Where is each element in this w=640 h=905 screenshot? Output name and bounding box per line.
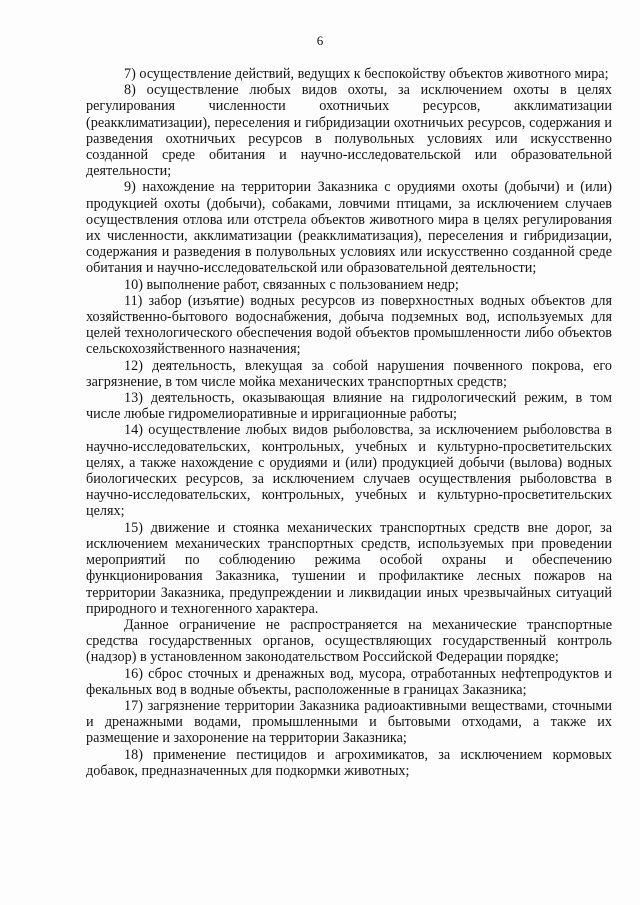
- page-number: 6: [316, 33, 324, 48]
- paragraph-item-10: 10) выполнение работ, связанных с пользованием недр;: [124, 276, 459, 293]
- paragraph-item-13: 13) деятельность, оказывающая влияние на гидрологический режим, в том числе любые гидромелиоративные и ирригационные работы;: [86, 390, 612, 423]
- paragraph-item-8: 8) осуществление любых видов охоты, за исключением охоты в целях регулирования численности охотничьих ресурсов, акклиматизации (реакклиматизации), переселения и гибридизации охотничьих ресурсов, содержания и разведения охотничьих ресурсов в полувольных условиях или искусственно созданной среде обитания и научно-исследовательской или образовательной деятельности;: [86, 82, 612, 180]
- paragraph-item-11: 11) забор (изъятие) водных ресурсов из поверхностных водных объектов для хозяйственно-бытового водоснабжения, добыча подземных вод, используемых для целей технологического обеспечения водой объектов промышленности либо объектов сельскохозяйственного назначения;: [86, 292, 612, 358]
- paragraph-item-14: 14) осуществление любых видов рыболовства, за исключением рыболовства в научно-исследовательских, контрольных, учебных и культурно-просветительских целях, а также нахождение с орудиями и (или) продукцией добычи (вылова) водных биологических ресурсов, за исключением случаев осуществления рыболовства в научно-исследовательских, контрольных, учебных и культурно-просветительских целях;: [86, 422, 612, 520]
- paragraph-item-17: 17) загрязнение территории Заказника радиоактивными веществами, сточными и дренажными водами, промышленными и бытовыми отходами, а также их размещение и захоронение на территории Заказника;: [86, 697, 612, 747]
- paragraph-item-9: 9) нахождение на территории Заказника с орудиями охоты (добычи) и (или) продукцией охоты (добычи), собаками, ловчими птицами, за исключением случаев осуществления отлова или отстрела объектов животного мира в целях регулирования их численности, акклиматизации (реакклиматизация), переселения и гибридизации, содержания и разведения в полувольных условиях или искусственно созданной среде обитания и научно-исследовательской или образовательной деятельности;: [86, 179, 612, 277]
- paragraph-item-16: 16) сброс сточных и дренажных вод, мусора, отработанных нефтепродуктов и фекальных вод в водные объекты, расположенные в границах Заказника;: [86, 665, 612, 698]
- paragraph-item-12: 12) деятельность, влекущая за собой нарушения почвенного покрова, его загрязнение, в том числе мойка механических транспортных средств;: [86, 357, 612, 390]
- document-body: [86, 66, 612, 779]
- paragraph-exception-note: Данное ограничение не распространяется на механические транспортные средства государственных органов, осуществляющих государственный контроль (надзор) в установленном законодательством Российской Федерации порядке;: [86, 616, 612, 666]
- paragraph-item-7: 7) осуществление действий, ведущих к беспокойству объектов животного мира;: [124, 66, 609, 82]
- paragraph-item-18: 18) применение пестицидов и агрохимикатов, за исключением кормовых добавок, предназначенных для подкормки животных;: [86, 746, 612, 779]
- paragraph-item-15: 15) движение и стоянка механических транспортных средств вне дорог, за исключением механических транспортных средств, используемых при проведении мероприятий по соблюдению режима особой охраны и обеспечению функционирования Заказника, тушении и профилактике лесных пожаров на территории Заказника, предупреждении и ликвидации иных чрезвычайных ситуаций природного и техногенного характера.: [86, 519, 612, 617]
